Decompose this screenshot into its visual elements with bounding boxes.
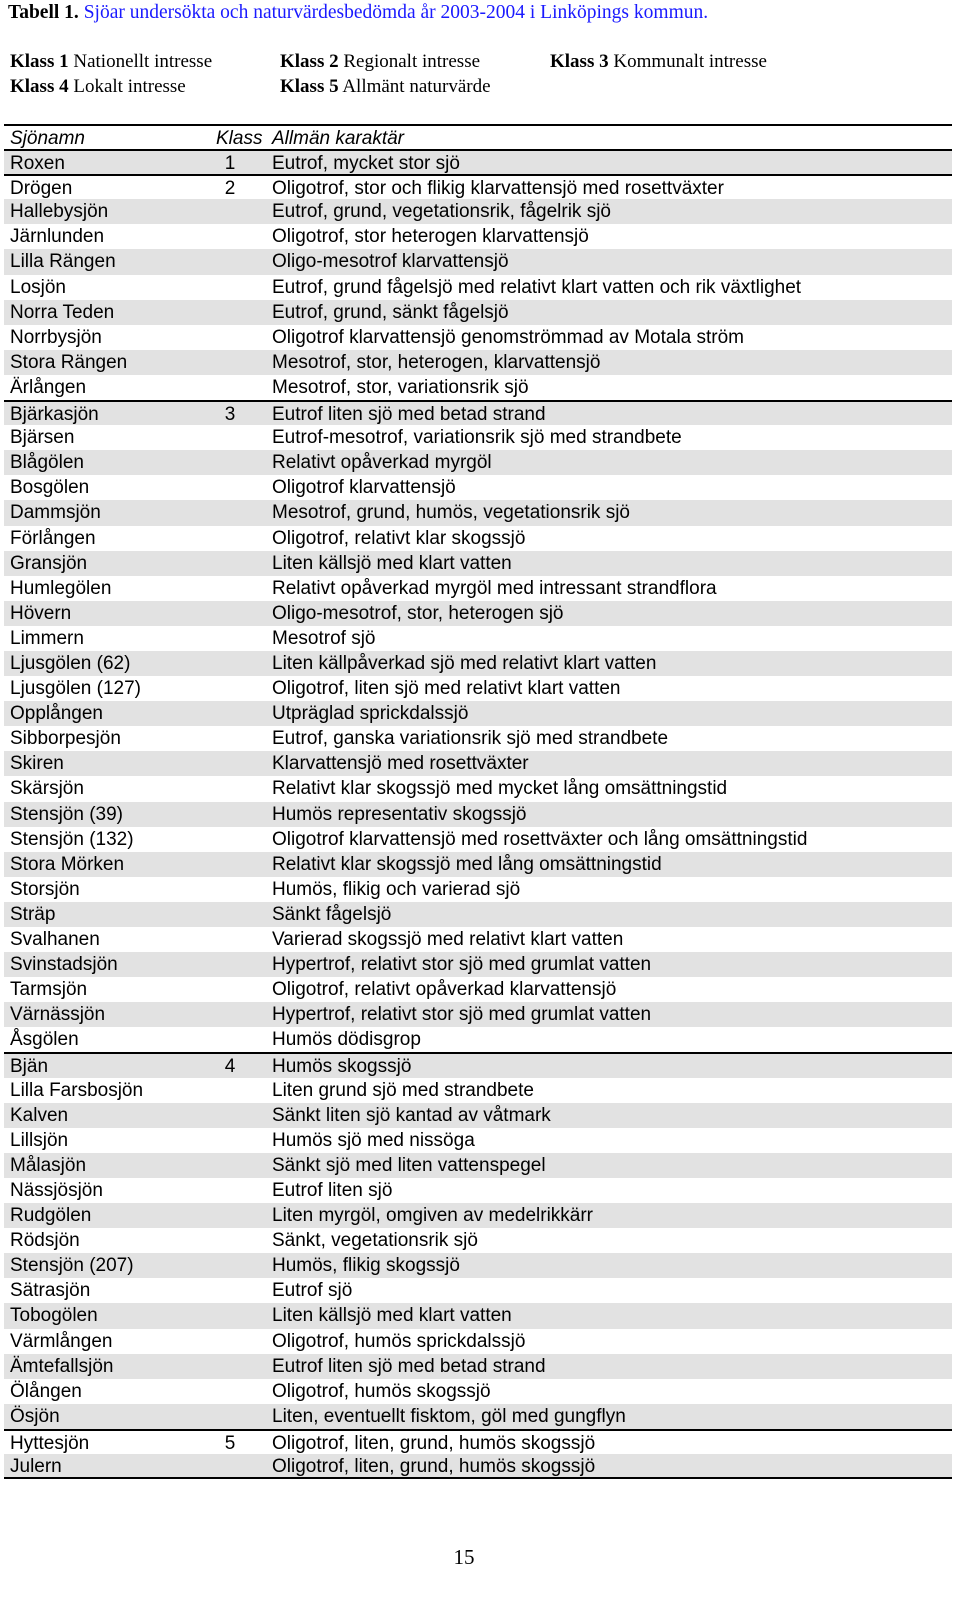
cell-character: Humös sjö med nissöga [272, 1129, 475, 1151]
cell-lake-name: Skärsjön [10, 778, 84, 800]
cell-lake-name: Stora Mörken [10, 853, 125, 875]
cell-character: Oligotrof, relativt klar skogssjö [272, 527, 526, 549]
cell-character: Sänkt, vegetationsrik sjö [272, 1230, 478, 1252]
cell-lake-name: Humlegölen [10, 577, 112, 599]
cell-lake-name: Norrbysjön [10, 326, 102, 348]
legend-class: Klass 5 [280, 76, 339, 97]
table-row [4, 977, 952, 1002]
cell-lake-name: Norra Teden [10, 301, 115, 323]
cell-lake-name: Stora Rängen [10, 351, 128, 373]
cell-lake-name: Sträp [10, 903, 56, 925]
cell-character: Oligotrof, liten, grund, humös skogssjö [272, 1455, 596, 1477]
cell-character: Mesotrof, stor, heterogen, klarvattensjö [272, 351, 601, 373]
cell-lake-name: Åsgölen [10, 1029, 79, 1051]
legend-class: Klass 3 [550, 51, 609, 72]
legend-text: Kommunalt intresse [613, 51, 767, 72]
table-row [4, 1078, 952, 1103]
cell-character: Eutrof liten sjö [272, 1179, 393, 1201]
cell-lake-name: Svalhanen [10, 929, 100, 950]
table-row [4, 1429, 952, 1454]
legend-text: Regionalt intresse [343, 51, 481, 72]
cell-lake-name: Bjärsen [10, 427, 75, 449]
legend-item [10, 76, 186, 98]
cell-lake-name: Bjärkasjön [10, 404, 99, 426]
cell-character: Mesotrof, stor, variationsrik sjö [272, 376, 529, 398]
cell-lake-name: Hövern [10, 602, 72, 624]
legend-item [280, 76, 491, 98]
table-row [4, 1329, 952, 1354]
cell-character: Oligo-mesotrof, stor, heterogen sjö [272, 602, 564, 624]
legend-class: Klass 4 [10, 76, 69, 97]
legend-class: Klass 2 [280, 51, 339, 72]
cell-character: Relativt opåverkad myrgöl med intressant strandflora [272, 577, 717, 599]
table-row [4, 601, 952, 626]
cell-character: Mesotrof, grund, humös, vegetationsrik sjö [272, 502, 631, 524]
cell-lake-name: Drögen [10, 178, 73, 200]
table-row [4, 827, 952, 852]
cell-character: Liten källsjö med klart vatten [272, 1305, 512, 1327]
cell-character: Eutrof, grund fågelsjö med relativt klart vatten och rik växtlighet [272, 276, 802, 298]
table-row [4, 676, 952, 701]
cell-character: Liten, eventuellt fisktom, göl med gungflyn [272, 1405, 626, 1427]
cell-lake-name: Tobogölen [10, 1305, 98, 1327]
caption-label: Tabell 1. [8, 2, 79, 23]
cell-lake-name: Losjön [10, 276, 66, 298]
cell-lake-name: Rudgölen [10, 1205, 92, 1227]
cell-character: Klarvattensjö med rosettväxter [272, 753, 529, 775]
table-row [4, 199, 952, 224]
table-row [4, 626, 952, 651]
legend-class: Klass 1 [10, 51, 69, 72]
cell-character: Oligotrof, stor och flikig klarvattensjö med rosettväxter [272, 178, 724, 200]
table-row [4, 576, 952, 601]
cell-character: Sänkt fågelsjö [272, 903, 392, 925]
cell-lake-name: Ärlången [10, 376, 87, 398]
table-row [4, 1027, 952, 1052]
cell-lake-name: Sibborpesjön [10, 728, 121, 750]
cell-character: Humös, flikig skogssjö [272, 1255, 460, 1277]
cell-character: Eutrof liten sjö med betad strand [272, 1355, 546, 1377]
cell-character: Eutrof-mesotrof, variationsrik sjö med strandbete [272, 427, 682, 449]
cell-lake-name: Lilla Rängen [10, 251, 116, 273]
table-row [4, 1128, 952, 1153]
cell-lake-name: Bosgölen [10, 477, 90, 499]
cell-lake-name: Kalven [10, 1104, 69, 1126]
table-row [4, 551, 952, 576]
table-row [4, 751, 952, 776]
cell-character: Eutrof sjö [272, 1280, 353, 1302]
cell-lake-name: Målasjön [10, 1154, 87, 1176]
table-row [4, 526, 952, 551]
lake-table [4, 124, 952, 1479]
table-row [4, 1228, 952, 1253]
header-class: Klass [216, 128, 263, 149]
cell-lake-name: Bjän [10, 1056, 49, 1078]
table-row [4, 1103, 952, 1128]
cell-lake-name: Ljusgölen (127) [10, 678, 141, 700]
cell-lake-name: Ämtefallsjön [10, 1355, 114, 1377]
cell-character: Oligotrof, liten sjö med relativt klart vatten [272, 678, 621, 700]
cell-lake-name: Nässjösjön [10, 1179, 103, 1201]
table-row [4, 927, 952, 952]
cell-lake-name: Sätrasjön [10, 1280, 91, 1302]
table-row [4, 500, 952, 525]
table-row [4, 952, 952, 977]
cell-lake-name: Gransjön [10, 552, 88, 574]
cell-character: Sänkt liten sjö kantad av våtmark [272, 1104, 551, 1126]
cell-character: Oligotrof, relativt opåverkad klarvattensjö [272, 979, 617, 1001]
cell-character: Varierad skogssjö med relativt klart vatten [272, 929, 624, 950]
legend-text: Lokalt intresse [73, 76, 186, 97]
cell-lake-name: Stensjön (132) [10, 828, 134, 850]
cell-lake-name: Storsjön [10, 878, 80, 900]
table-row [4, 877, 952, 902]
cell-class: 1 [224, 153, 236, 175]
table-row [4, 300, 952, 325]
table-row [4, 852, 952, 877]
cell-character: Liten källsjö med klart vatten [272, 552, 512, 574]
table-row [4, 902, 952, 927]
cell-lake-name: Ljusgölen (62) [10, 652, 131, 674]
table-row [4, 726, 952, 751]
cell-character: Humös skogssjö [272, 1056, 412, 1078]
cell-lake-name: Hyttesjön [10, 1432, 90, 1454]
cell-character: Hypertrof, relativt stor sjö med grumlat vatten [272, 954, 652, 976]
table-row [4, 249, 952, 274]
cell-character: Eutrof, ganska variationsrik sjö med strandbete [272, 728, 669, 750]
table-row [4, 325, 952, 350]
table-row [4, 776, 952, 801]
table-row [4, 1278, 952, 1303]
table-row [4, 1153, 952, 1178]
table-row [4, 275, 952, 300]
cell-character: Humös dödisgrop [272, 1029, 421, 1051]
table-row [4, 1203, 952, 1228]
cell-lake-name: Skiren [10, 753, 64, 775]
cell-character: Relativt opåverkad myrgöl [272, 452, 492, 474]
cell-character: Eutrof, mycket stor sjö [272, 153, 460, 175]
table-row [4, 375, 952, 400]
cell-lake-name: Ölången [10, 1380, 82, 1402]
header-lake-name: Sjönamn [10, 128, 85, 149]
table-row [4, 1454, 952, 1479]
cell-lake-name: Roxen [10, 153, 65, 175]
cell-lake-name: Lilla Farsbosjön [10, 1079, 144, 1101]
cell-character: Humös, flikig och varierad sjö [272, 878, 521, 900]
table-row [4, 400, 952, 425]
cell-character: Oligotrof, liten, grund, humös skogssjö [272, 1432, 596, 1454]
table-row [4, 802, 952, 827]
cell-character: Oligo-mesotrof klarvattensjö [272, 251, 509, 273]
table-row [4, 350, 952, 375]
legend-item [10, 51, 212, 73]
table-row [4, 1404, 952, 1429]
legend-text: Nationellt intresse [73, 51, 213, 72]
cell-character: Eutrof liten sjö med betad strand [272, 404, 546, 426]
table-caption [8, 2, 708, 24]
table-row [4, 1354, 952, 1379]
table-row [4, 1303, 952, 1328]
table-header-row [4, 124, 952, 149]
cell-class: 5 [224, 1432, 236, 1454]
table-row [4, 425, 952, 450]
cell-character: Oligotrof, stor heterogen klarvattensjö [272, 226, 589, 248]
cell-lake-name: Förlången [10, 527, 96, 549]
cell-character: Eutrof, grund, sänkt fågelsjö [272, 301, 509, 323]
cell-character: Mesotrof sjö [272, 627, 376, 649]
cell-character: Oligotrof klarvattensjö genomströmmad av Motala ström [272, 326, 745, 348]
cell-character: Oligotrof, humös skogssjö [272, 1380, 491, 1402]
caption-text: Sjöar undersökta och naturvärdesbedömda år 2003-2004 i Linköpings kommun. [83, 2, 709, 23]
cell-character: Sänkt sjö med liten vattenspegel [272, 1154, 546, 1176]
cell-lake-name: Rödsjön [10, 1230, 80, 1252]
table-row [4, 174, 952, 199]
cell-class: 4 [224, 1056, 236, 1078]
table-row [4, 651, 952, 676]
cell-character: Relativt klar skogssjö med mycket lång omsättningstid [272, 778, 728, 800]
cell-character: Relativt klar skogssjö med lång omsättningstid [272, 853, 662, 875]
cell-lake-name: Julern [10, 1455, 62, 1477]
cell-character: Liten grund sjö med strandbete [272, 1079, 534, 1101]
cell-lake-name: Stensjön (207) [10, 1255, 134, 1277]
cell-lake-name: Värmlången [10, 1330, 113, 1352]
cell-lake-name: Opplången [10, 703, 103, 725]
cell-lake-name: Hallebysjön [10, 201, 109, 223]
table-row [4, 475, 952, 500]
table-row [4, 1052, 952, 1077]
cell-character: Utpräglad sprickdalssjö [272, 703, 469, 725]
cell-lake-name: Lillsjön [10, 1129, 69, 1151]
cell-character: Liten myrgöl, omgiven av medelrikkärr [272, 1205, 594, 1227]
table-row [4, 1178, 952, 1203]
cell-class: 3 [224, 404, 236, 426]
cell-character: Eutrof, grund, vegetationsrik, fågelrik sjö [272, 201, 612, 223]
cell-class: 2 [224, 178, 236, 200]
cell-lake-name: Stensjön (39) [10, 803, 124, 825]
legend-text: Allmänt naturvärde [342, 76, 491, 97]
table-row [4, 1379, 952, 1404]
cell-lake-name: Ösjön [10, 1405, 60, 1427]
legend-item [280, 51, 480, 73]
table-row [4, 224, 952, 249]
cell-lake-name: Värnässjön [10, 1004, 106, 1026]
cell-character: Oligotrof klarvattensjö [272, 477, 456, 499]
table-row [4, 701, 952, 726]
cell-character: Humös representativ skogssjö [272, 803, 527, 825]
cell-character: Liten källpåverkad sjö med relativt klart vatten [272, 652, 657, 674]
cell-character: Hypertrof, relativt stor sjö med grumlat vatten [272, 1004, 652, 1026]
table-row [4, 149, 952, 174]
cell-lake-name: Limmern [10, 627, 84, 649]
cell-lake-name: Svinstadsjön [10, 954, 118, 976]
table-row [4, 450, 952, 475]
cell-lake-name: Järnlunden [10, 226, 105, 248]
page-number: 15 [453, 1545, 475, 1569]
cell-lake-name: Blågölen [10, 452, 84, 474]
header-character: Allmän karaktär [272, 128, 404, 149]
legend-item [550, 51, 767, 73]
table-row [4, 1002, 952, 1027]
table-row [4, 1253, 952, 1278]
cell-lake-name: Dammsjön [10, 502, 101, 524]
cell-character: Oligotrof, humös sprickdalssjö [272, 1330, 526, 1352]
cell-lake-name: Tarmsjön [10, 979, 88, 1001]
cell-character: Oligotrof klarvattensjö med rosettväxter och lång omsättningstid [272, 828, 808, 850]
